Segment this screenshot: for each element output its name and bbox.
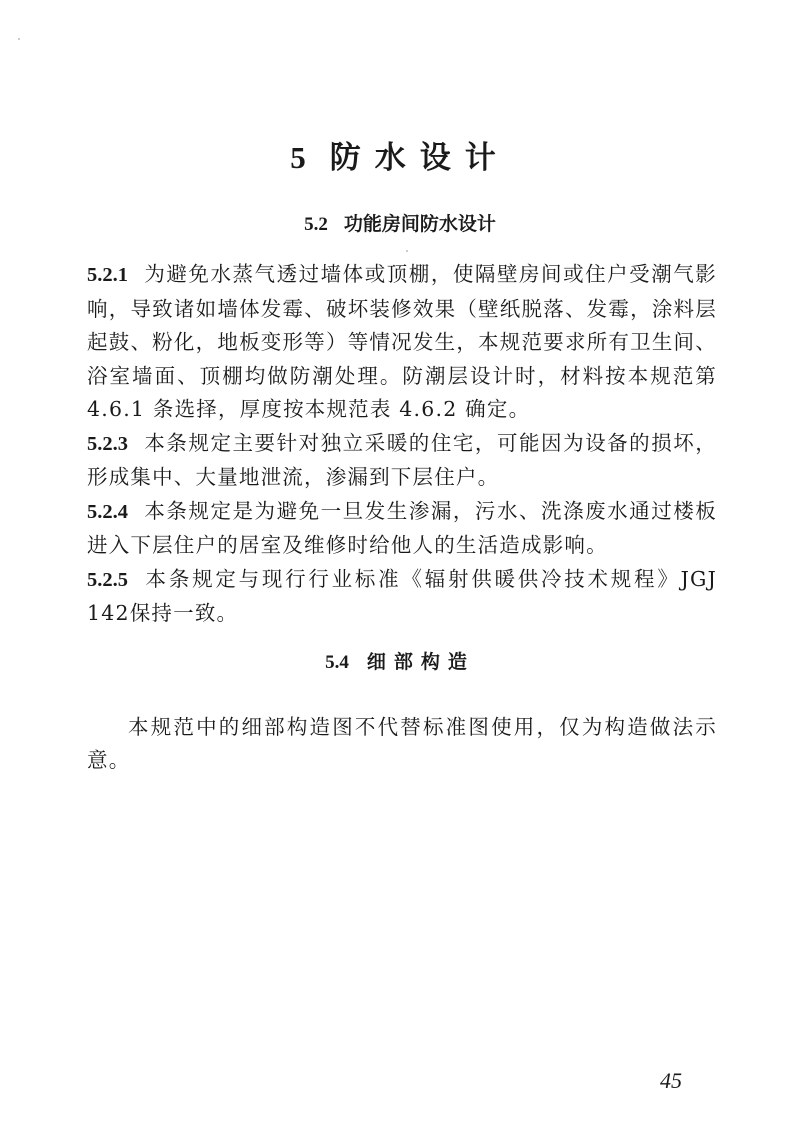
clause-list xyxy=(87,258,717,631)
chapter-title-text: 防水设计 xyxy=(329,140,510,176)
clause-number: 5.2.4 xyxy=(87,500,128,523)
scan-speck xyxy=(18,38,20,40)
page-number: 45 xyxy=(660,1068,682,1093)
section-paragraph: 本规范中的细部构造图不代替标准图使用，仅为构造做法示意。 xyxy=(87,714,717,772)
section-title-text: 功能房间防水设计 xyxy=(343,213,496,235)
clause-text: 本条规定与现行行业标准《辐射供暖供冷技术规程》JGJ 142保持一致。 xyxy=(87,566,717,625)
chapter-title xyxy=(0,138,800,178)
clause-5-2-3 xyxy=(87,427,717,495)
clause-text: 本条规定是为避免一旦发生渗漏，污水、洗涤废水通过楼板进入下层住户的居室及维修时给他人的生活造成影响。 xyxy=(87,498,717,557)
section-title-5-4 xyxy=(0,648,800,677)
clause-text: 本条规定主要针对独立采暖的住宅，可能因为设备的损坏，形成集中、大量地泄流，渗漏到下层住户。 xyxy=(87,430,717,489)
section-title-text: 细部构造 xyxy=(366,651,475,673)
clause-number: 5.2.5 xyxy=(87,568,128,591)
clause-text: 为避免水蒸气透过墙体或顶棚，使隔壁房间或住户受潮气影响，导致诸如墙体发霉、破坏装修效果（壁纸脱落、发霉，涂料层起鼓、粉化，地板变形等）等情况发生，本规范要求所有卫生间、浴室墙面、顶棚均做防潮处理。防潮层设计时，材料按本规范第 4.6.1 条选择，厚度按本规范表 4.6.2 确定。 xyxy=(87,262,717,421)
clause-5-2-5 xyxy=(87,563,717,631)
section-number: 5.2 xyxy=(304,214,328,235)
clause-5-2-4 xyxy=(87,495,717,563)
section-number: 5.4 xyxy=(325,652,349,673)
chapter-number: 5 xyxy=(290,140,320,175)
clause-5-2-1 xyxy=(87,258,717,427)
clause-number: 5.2.3 xyxy=(87,432,128,455)
scan-speck xyxy=(406,250,408,252)
section-title-5-2 xyxy=(0,210,800,239)
clause-number: 5.2.1 xyxy=(87,264,128,286)
